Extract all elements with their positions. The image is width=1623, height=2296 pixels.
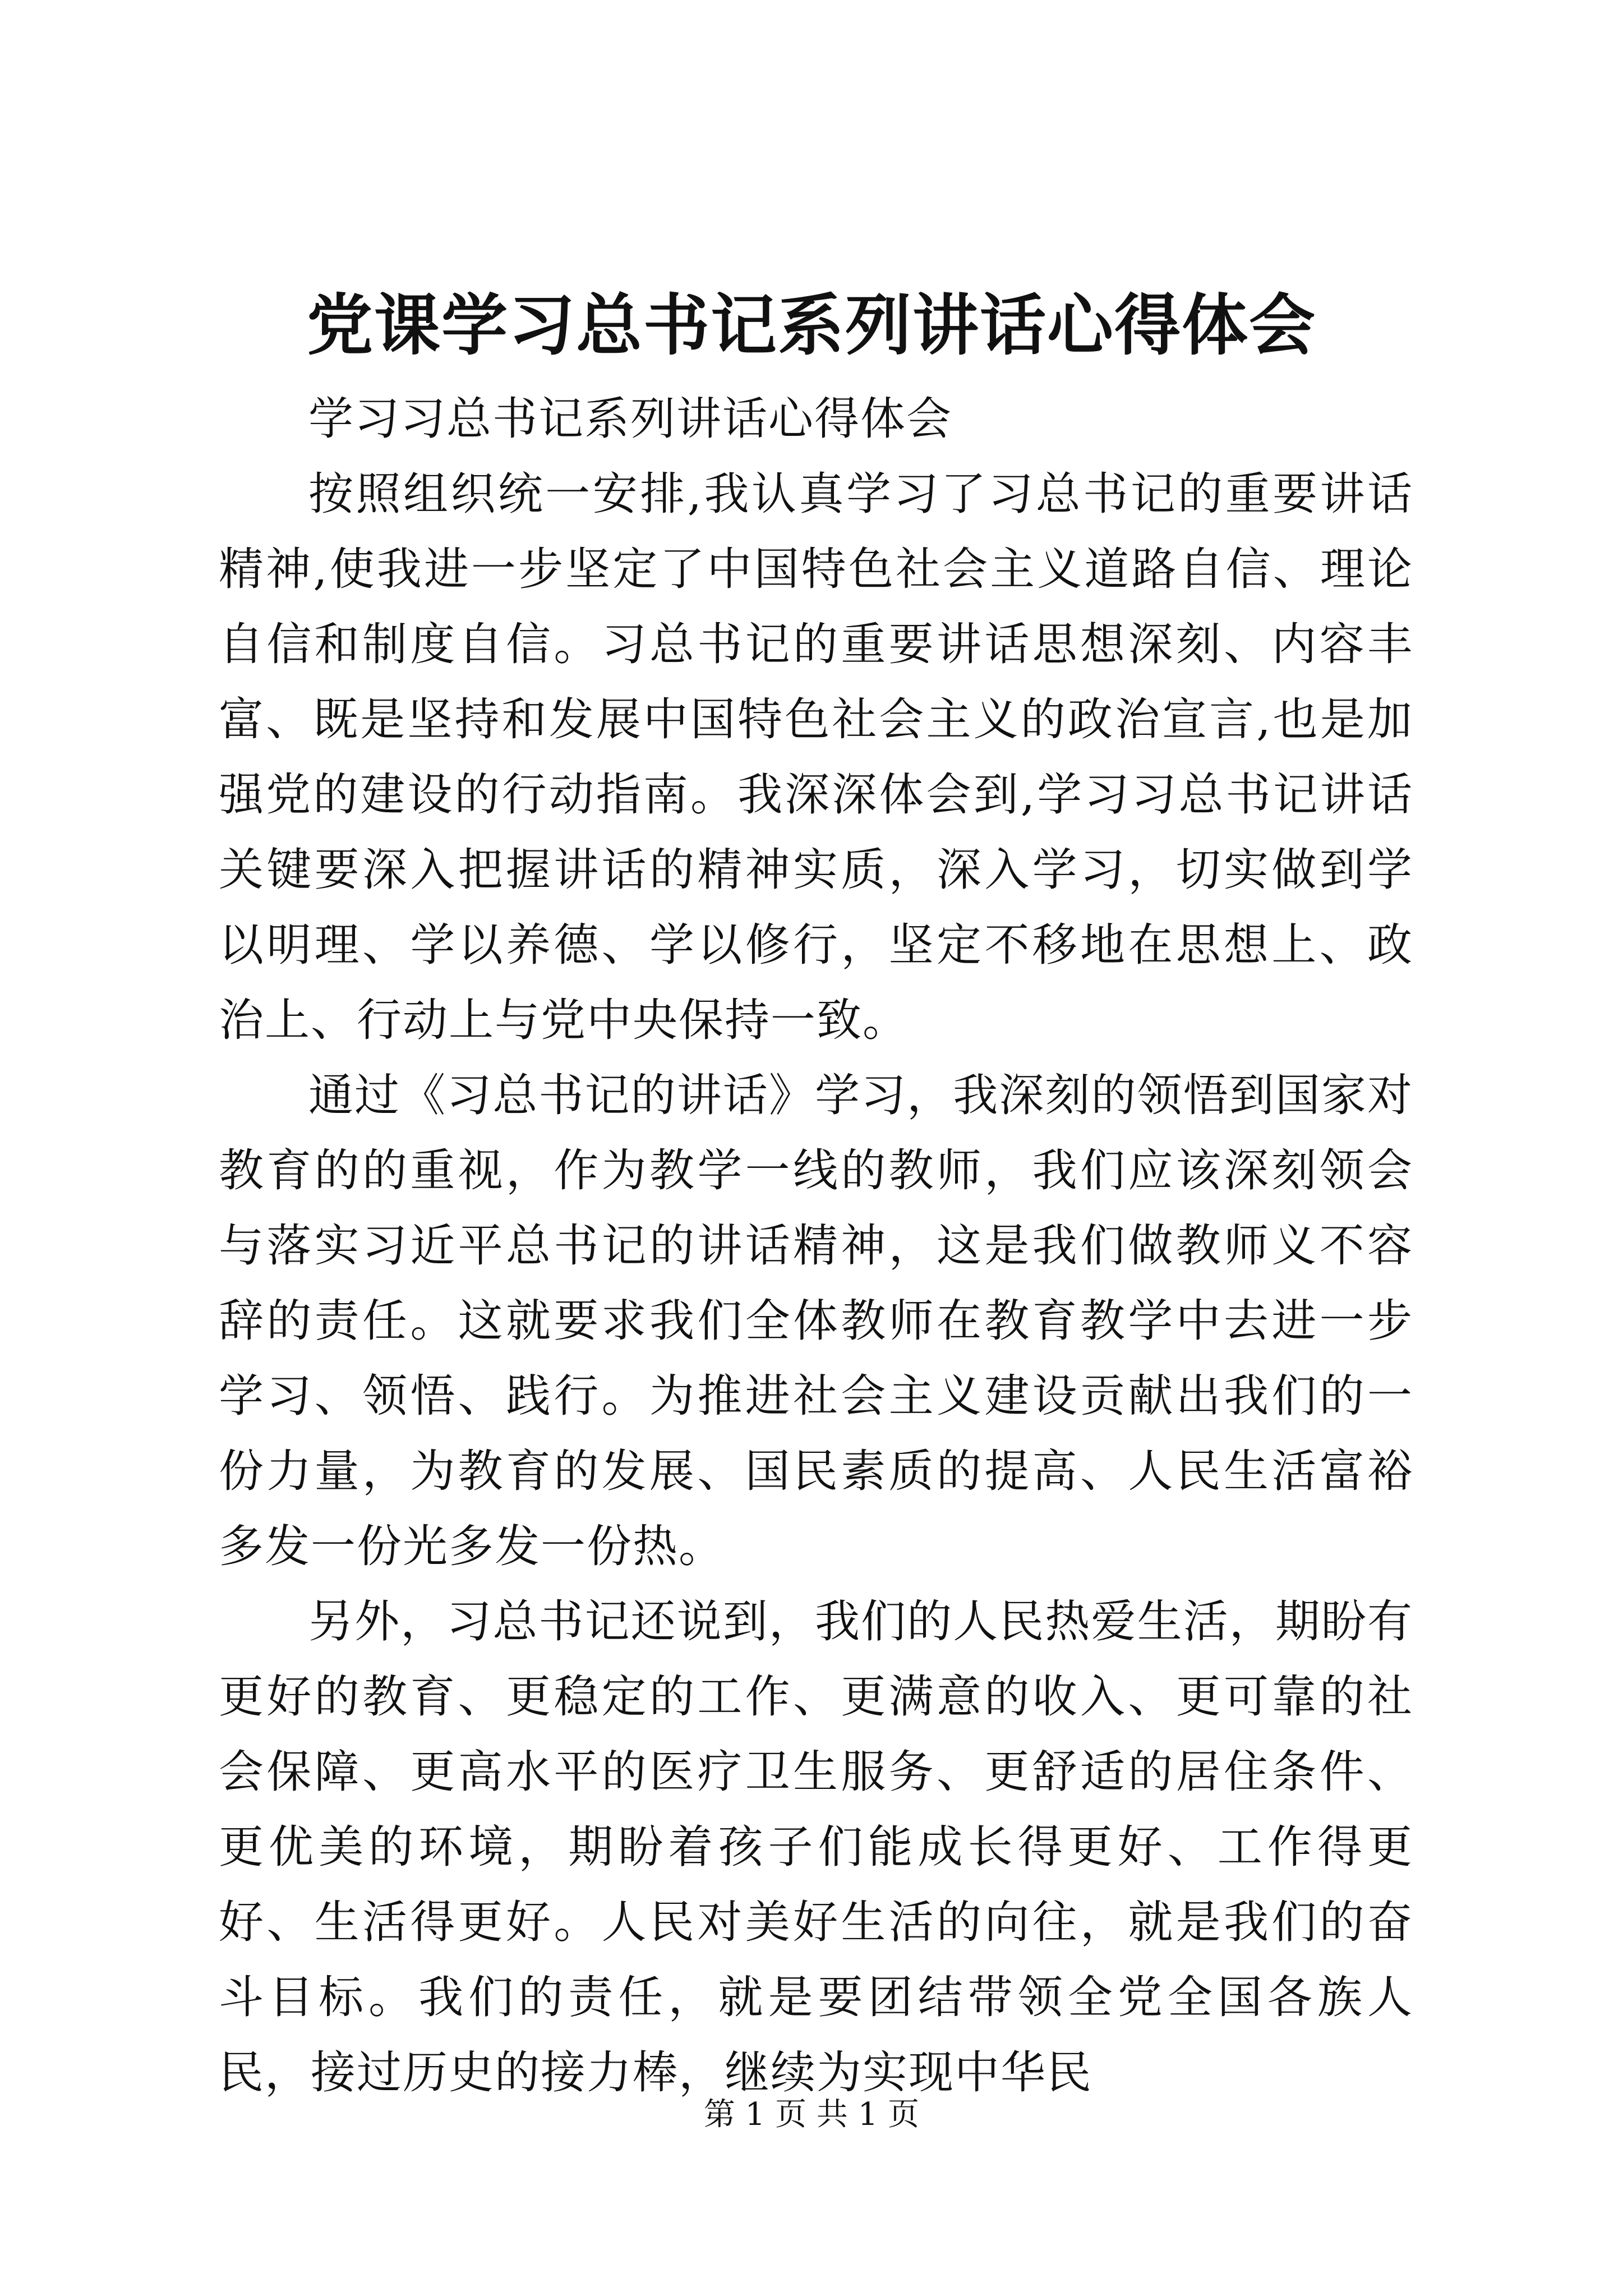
paragraph-2: 通过《习总书记的讲话》学习，我深刻的领悟到国家对教育的的重视，作为教学一线的教师，我们应该深刻领会与落实习近平总书记的讲话精神，这是我们做教师义不容辞的责任。这就要求我们全体教师在教育教学中去进一步学习、领悟、践行。为推进社会主义建设贡献出我们的一份力量，为教育的发展、国民素质的提高、人民生活富裕多发一份光多发一份热。 <box>219 1069 1413 1572</box>
paragraph-3: 另外，习总书记还说到，我们的人民热爱生活，期盼有更好的教育、更稳定的工作、更满意的收入、更可靠的社会保障、更高水平的医疗卫生服务、更舒适的居住条件、更优美的环境，期盼着孩子们能成长得更好、工作得更好、生活得更好。人民对美好生活的向往，就是我们的奋斗目标。我们的责任，就是要团结带领全党全国各族人民，接过历史的接力棒，继续为实现中华民 <box>219 1595 1413 2099</box>
document-title: 党课学习总书记系列讲话心得体会 <box>306 286 1316 364</box>
page-footer: 第 1 页 共 1 页 <box>703 2096 920 2133</box>
document-body <box>219 381 1413 2110</box>
document-subtitle: 学习习总书记系列讲话心得体会 <box>308 393 952 445</box>
paragraph-1: 按照组织统一安排,我认真学习了习总书记的重要讲话精神,使我进一步坚定了中国特色社会主义道路自信、理论自信和制度自信。习总书记的重要讲话思想深刻、内容丰富、既是坚持和发展中国特色社会主义的政治宣言,也是加强党的建设的行动指南。我深深体会到,学习习总书记讲话关键要深入把握讲话的精神实质，深入学习，切实做到学以明理、学以养德、学以修行，坚定不移地在思想上、政治上、行动上与党中央保持一致。 <box>219 468 1413 1046</box>
